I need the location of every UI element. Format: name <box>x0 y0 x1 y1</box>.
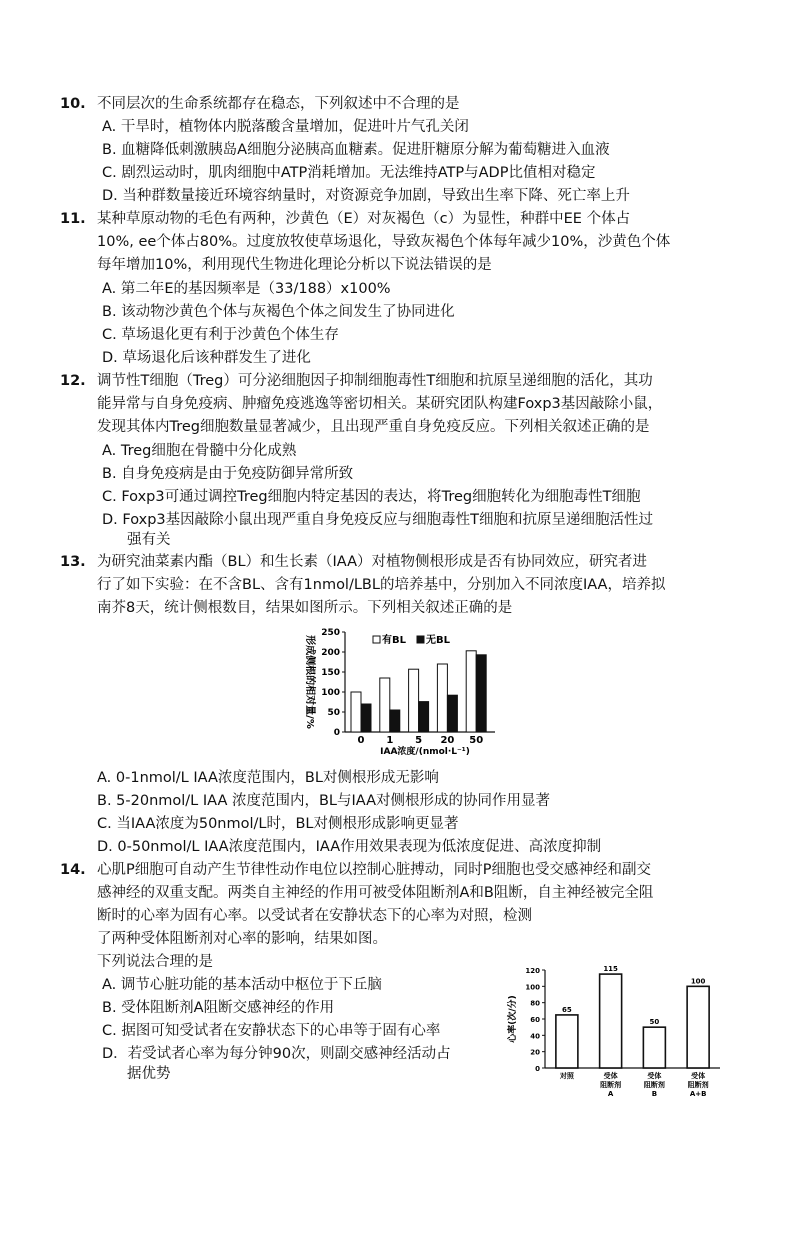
q11-option-b: B. 该动物沙黄色个体与灰褐色个体之间发生了协同进化 <box>102 304 455 320</box>
bar <box>447 695 457 732</box>
q11-stem-line-2: 10%, ee个体占80%。过度放牧使草场退化，导致灰褐色个体每年减少10%，沙黄色个体 <box>97 234 671 250</box>
y-tick-label: 100 <box>321 688 340 698</box>
q10-number: 10. <box>60 96 86 112</box>
q12-stem-line-2: 能异常与自身免疫病、肿瘤免疫逃逸等密切相关。某研究团队构建Foxp3基因敲除小鼠， <box>97 396 663 412</box>
x-tick-label: B <box>651 1090 658 1098</box>
q14-option-d: D．若受试者心率为每分钟90次，则副交感神经活动占 <box>102 1046 451 1062</box>
y-axis-title: 心率(次/分) <box>508 995 518 1043</box>
q14-option-d-cont: 据优势 <box>127 1066 171 1082</box>
y-tick-label: 60 <box>530 1016 540 1024</box>
x-tick-label: 对照 <box>559 1072 574 1080</box>
heart-rate-bar-chart <box>505 958 730 1108</box>
q13-option-a: A. 0-1nmol/L IAA浓度范围内，BL对侧根形成无影响 <box>97 770 439 786</box>
x-tick-label: 1 <box>386 735 394 746</box>
y-axis-title: 形成侧根的相对量/% <box>304 635 315 729</box>
q12-option-d-cont: 强有关 <box>127 532 171 548</box>
bar <box>351 692 361 732</box>
x-tick-label: 受体 <box>691 1072 706 1080</box>
q14-stem-line-2: 感神经的双重支配。两类自主神经的作用可被受体阻断剂A和B阻断，自主神经被完全阻 <box>97 885 654 901</box>
q12-number: 12. <box>60 373 86 389</box>
q14-option-c: C. 据图可知受试者在安静状态下的心串等于固有心率 <box>102 1023 441 1039</box>
bar <box>600 974 622 1068</box>
q12-option-b: B. 自身免疫病是由于免疫防御异常所致 <box>102 466 354 482</box>
q13-option-c: C. 当IAA浓度为50nmol/L时，BL对侧根形成影响更显著 <box>97 816 459 832</box>
q13-stem-line-2: 行了如下实验：在不含BL、含有1nmol/LBL的培养基中，分别加入不同浓度IAA，培养拟 <box>97 577 666 593</box>
bar <box>419 702 429 732</box>
y-tick-label: 150 <box>321 668 340 678</box>
x-axis-title: IAA浓度/(nmol·L⁻¹) <box>380 747 470 755</box>
legend-swatch <box>417 636 424 643</box>
q11-stem-line-1: 某种草原动物的毛色有两种，沙黄色（E）对灰褐色（c）为显性，种群中EE 个体占 <box>97 211 631 227</box>
q14-stem-line-5: 下列说法合理的是 <box>97 954 213 970</box>
y-tick-label: 100 <box>525 983 540 992</box>
q13-number: 13. <box>60 554 86 570</box>
q11-option-c: C. 草场退化更有利于沙黄色个体生存 <box>102 327 339 343</box>
q11-number: 11. <box>60 211 86 227</box>
x-tick-label: 阻断剂 <box>687 1081 709 1089</box>
q14-stem-line-1: 心肌P细胞可自动产生节律性动作电位以控制心脏搏动，同时P细胞也受交感神经和副交 <box>97 862 651 878</box>
q11-option-a: A. 第二年E的基因频率是（33/188）x100% <box>102 281 391 297</box>
x-tick-label: A+B <box>689 1090 707 1098</box>
x-tick-label: 阻断剂 <box>643 1081 665 1089</box>
q14-option-a: A. 调节心脏功能的基本活动中枢位于下丘脑 <box>102 977 382 993</box>
legend-swatch <box>373 636 380 643</box>
x-tick-label: 50 <box>469 735 484 746</box>
q10-option-d: D. 当种群数量接近环境容纳量时，对资源竞争加剧，导致出生率下降、死亡率上升 <box>102 188 630 204</box>
q12-stem-line-3: 发现其体内Treg细胞数量显著减少，且出现严重自身免疫反应。下列相关叙述正确的是 <box>97 419 650 435</box>
bar <box>380 678 390 732</box>
bar <box>437 664 447 732</box>
q14-stem-line-4: 了两种受体阻断剂对心率的影响，结果如图。 <box>97 931 387 947</box>
q12-stem-line-1: 调节性T细胞（Treg）可分泌细胞因子抑制细胞毒性T细胞和抗原呈递细胞的活化，其功 <box>97 373 653 389</box>
data-label: 65 <box>562 1005 572 1014</box>
x-tick-label: 20 <box>440 735 455 746</box>
x-tick-label: 0 <box>357 735 365 746</box>
q13-option-d: D. 0-50nmol/L IAA浓度范围内，IAA作用效果表现为低浓度促进、高浓度抑制 <box>97 839 602 855</box>
y-tick-label: 120 <box>525 967 540 975</box>
data-label: 100 <box>690 977 706 986</box>
q10-stem: 不同层次的生命系统都存在稳态，下列叙述中不合理的是 <box>97 96 460 112</box>
x-tick-label: 受体 <box>647 1072 662 1080</box>
q14-number: 14. <box>60 862 86 878</box>
x-tick-label: A <box>607 1090 614 1098</box>
bar <box>643 1027 665 1068</box>
bar <box>476 655 486 732</box>
legend-label: 有BL <box>382 635 406 646</box>
bar <box>466 651 476 732</box>
bar <box>361 704 371 732</box>
y-tick-label: 250 <box>321 628 340 638</box>
q14-option-b: B. 受体阻断剂A阻断交感神经的作用 <box>102 1000 335 1016</box>
q10-option-a: A. 干旱时，植物体内脱落酸含量增加，促进叶片气孔关闭 <box>102 119 469 135</box>
legend-label: 无BL <box>426 635 450 646</box>
bar <box>687 986 709 1068</box>
bar <box>409 669 419 732</box>
q10-option-b: B. 血糖降低刺激胰岛A细胞分泌胰高血糖素。促进肝糖原分解为葡萄糖进入血液 <box>102 142 610 158</box>
data-label: 50 <box>649 1018 660 1027</box>
x-tick-label: 5 <box>415 735 423 746</box>
q12-option-c: C. Foxp3可通过调控Treg细胞内特定基因的表达，将Treg细胞转化为细胞毒性T细胞 <box>102 489 641 505</box>
q13-option-b: B. 5-20nmol/L IAA 浓度范围内，BL与IAA对侧根形成的协同作用显著 <box>97 793 551 809</box>
y-tick-label: 80 <box>530 999 540 1008</box>
x-tick-label: 阻断剂 <box>600 1081 622 1089</box>
y-tick-label: 0 <box>333 728 340 738</box>
y-tick-label: 20 <box>530 1048 540 1057</box>
y-tick-label: 50 <box>327 708 340 718</box>
y-tick-label: 0 <box>535 1065 540 1073</box>
q12-option-d: D. Foxp3基因敲除小鼠出现严重自身免疫反应与细胞毒性T细胞和抗原呈递细胞活性过 <box>102 512 653 528</box>
q14-stem-line-3: 断时的心率为固有心率。以受试者在安静状态下的心率为对照，检测 <box>97 908 532 924</box>
lateral-root-bar-chart <box>295 620 505 755</box>
q12-option-a: A. Treg细胞在骨髓中分化成熟 <box>102 443 297 459</box>
q13-stem-line-1: 为研究油菜素内酯（BL）和生长素（IAA）对植物侧根形成是否有协同效应，研究者进 <box>97 554 648 570</box>
q13-stem-line-3: 南芥8天，统计侧根数目，结果如图所示。下列相关叙述正确的是 <box>97 600 513 616</box>
q11-option-d: D. 草场退化后该种群发生了进化 <box>102 350 311 366</box>
bar <box>390 710 400 732</box>
q11-stem-line-3: 每年增加10%，利用现代生物进化理论分析以下说法错误的是 <box>97 257 492 273</box>
y-tick-label: 200 <box>321 648 340 658</box>
data-label: 115 <box>603 965 618 974</box>
q10-option-c: C. 剧烈运动时，肌肉细胞中ATP消耗增加。无法维持ATP与ADP比值相对稳定 <box>102 165 596 181</box>
x-tick-label: 受体 <box>603 1072 618 1080</box>
y-tick-label: 40 <box>530 1032 540 1041</box>
bar <box>556 1015 578 1068</box>
